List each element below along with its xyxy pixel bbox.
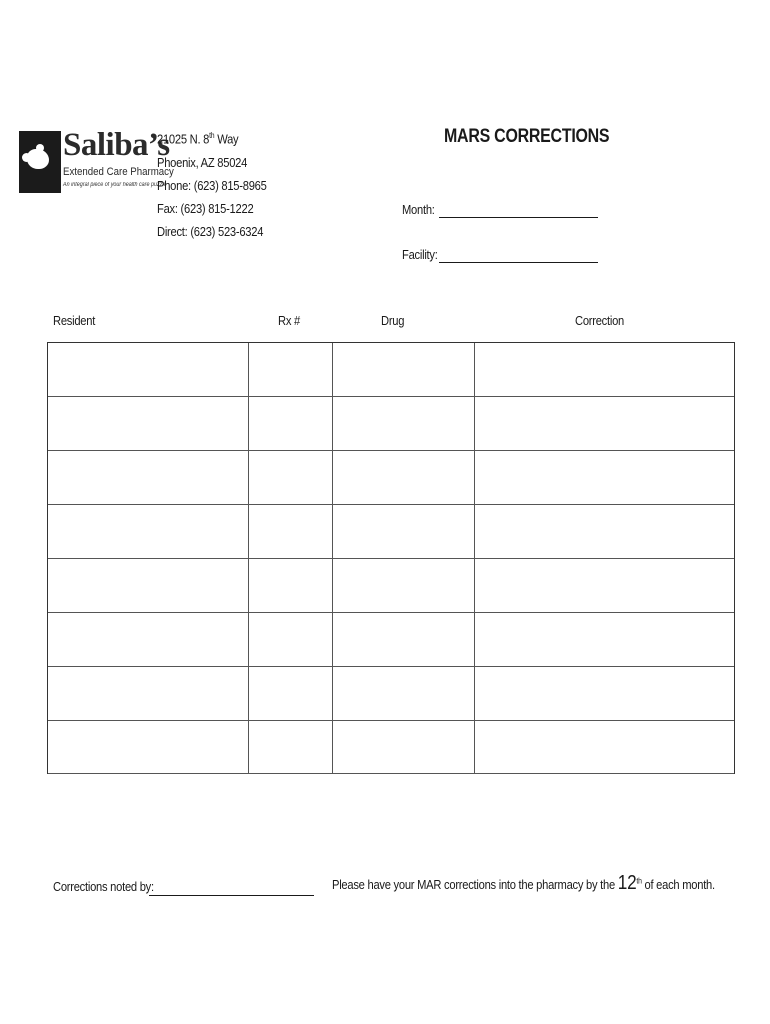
row-divider xyxy=(48,612,734,613)
puzzle-icon xyxy=(19,131,61,193)
row-divider xyxy=(48,666,734,667)
address-phone: Phone: (623) 815-8965 xyxy=(157,178,267,193)
submission-note: Please have your MAR corrections into the pharmacy by the 12th of each month. xyxy=(332,872,715,894)
row-divider xyxy=(48,450,734,451)
corrections-table xyxy=(47,342,735,774)
logo-tagline: An integral piece of your health care puzzle xyxy=(63,182,167,188)
row-divider xyxy=(48,396,734,397)
month-label: Month: xyxy=(402,202,435,217)
address-street: 21025 N. 8th Way xyxy=(157,131,239,147)
column-header-rx: Rx # xyxy=(278,313,300,328)
address-direct: Direct: (623) 523-6324 xyxy=(157,224,264,239)
noted-by-label: Corrections noted by: xyxy=(53,879,154,894)
address-fax: Fax: (623) 815-1222 xyxy=(157,201,254,216)
address-city: Phoenix, AZ 85024 xyxy=(157,155,248,170)
column-header-correction: Correction xyxy=(575,313,624,328)
column-header-resident: Resident xyxy=(53,313,96,328)
row-divider xyxy=(48,504,734,505)
company-logo xyxy=(19,127,174,193)
logo-subtitle: Extended Care Pharmacy xyxy=(63,166,174,178)
facility-label: Facility: xyxy=(402,247,438,262)
logo-name: Saliba’s xyxy=(63,127,170,163)
page-title: MARS CORRECTIONS xyxy=(444,126,610,147)
row-divider xyxy=(48,773,734,774)
row-divider xyxy=(48,558,734,559)
noted-by-field[interactable] xyxy=(149,895,314,896)
month-field[interactable] xyxy=(439,217,598,218)
row-divider xyxy=(48,720,734,721)
facility-field[interactable] xyxy=(439,262,598,263)
column-header-drug: Drug xyxy=(381,313,405,328)
